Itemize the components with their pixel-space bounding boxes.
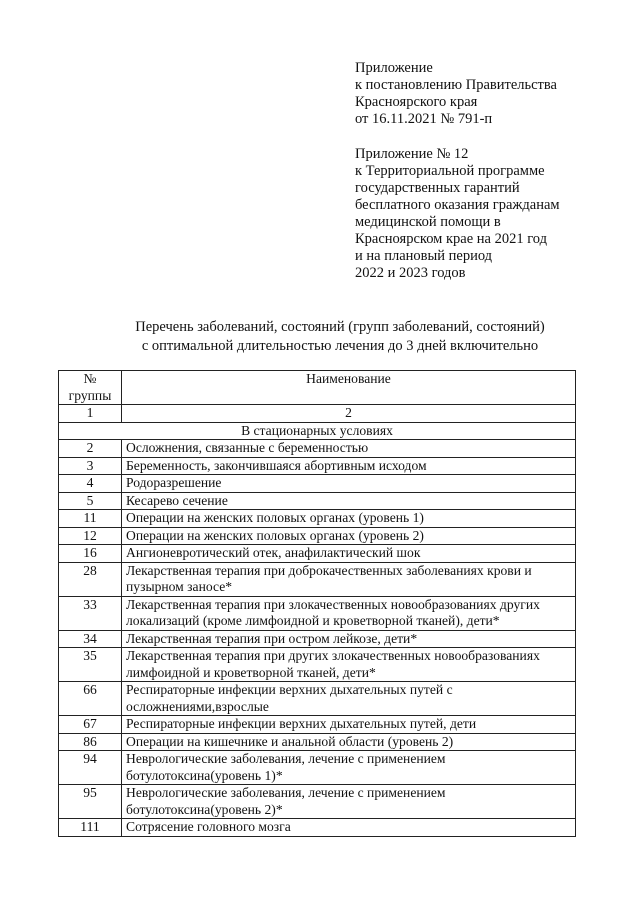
row-group-number: 5 [59,492,122,510]
row-group-number: 94 [59,751,122,785]
row-group-number: 4 [59,475,122,493]
row-condition-name: Операции на кишечнике и анальной области (уровень 2) [122,733,576,751]
annex-line: и на плановый период [355,248,493,264]
row-group-number: 34 [59,630,122,648]
table-row [59,596,576,630]
annex-line: к постановлению Правительства [355,77,557,93]
row-condition-name: Лекарственная терапия при злокачественных новообразованиях других локализаций (кроме лимфоидной и кроветворной тканей), дети* [122,596,576,630]
index-col-2: 2 [122,405,576,423]
row-condition-name: Респираторные инфекции верхних дыхательных путей, дети [122,716,576,734]
document-title [60,318,620,356]
table-header-row [59,371,576,405]
document-title-line-1: Перечень заболеваний, состояний (групп заболеваний, состояний) [135,319,545,335]
table-row [59,510,576,528]
annex-line: 2022 и 2023 годов [355,265,466,281]
annex-line: Красноярского края [355,94,478,110]
table-row [59,440,576,458]
annex-line: Приложение № 12 [355,146,469,162]
row-group-number: 33 [59,596,122,630]
row-group-number: 3 [59,457,122,475]
row-condition-name: Лекарственная терапия при доброкачественных заболеваниях крови и пузырном заносе* [122,562,576,596]
table-body [59,440,576,837]
table-row [59,457,576,475]
row-condition-name: Ангионевротический отек, анафилактический шок [122,545,576,563]
table-row [59,682,576,716]
table-row [59,751,576,785]
table-row [59,492,576,510]
row-group-number: 11 [59,510,122,528]
table-row [59,527,576,545]
row-group-number: 86 [59,733,122,751]
row-group-number: 2 [59,440,122,458]
annex-block-territorial-program [355,146,625,282]
annex-line: Красноярском крае на 2021 год [355,231,547,247]
row-group-number: 35 [59,648,122,682]
row-condition-name: Лекарственная терапия при остром лейкозе, дети* [122,630,576,648]
table-row [59,475,576,493]
annex-line: к Территориальной программе [355,163,545,179]
table-row [59,648,576,682]
row-group-number: 95 [59,785,122,819]
table-index-row [59,405,576,423]
row-group-number: 66 [59,682,122,716]
row-condition-name: Операции на женских половых органах (уровень 2) [122,527,576,545]
table-row [59,819,576,837]
row-condition-name: Беременность, закончившаяся абортивным исходом [122,457,576,475]
annex-line: от 16.11.2021 № 791-п [355,111,493,127]
table-row [59,545,576,563]
row-group-number: 28 [59,562,122,596]
row-group-number: 16 [59,545,122,563]
header-group-number: № группы [59,371,122,405]
table-row [59,562,576,596]
row-condition-name: Осложнения, связанные с беременностью [122,440,576,458]
row-group-number: 12 [59,527,122,545]
row-condition-name: Сотрясение головного мозга [122,819,576,837]
table-row [59,630,576,648]
table-row [59,733,576,751]
row-condition-name: Лекарственная терапия при других злокачественных новообразованиях лимфоидной и кроветворной тканей, дети* [122,648,576,682]
index-col-1: 1 [59,405,122,423]
header-name: Наименование [122,371,576,405]
table-row [59,785,576,819]
table-row [59,716,576,734]
annex-line: Приложение [355,60,433,76]
row-condition-name: Операции на женских половых органах (уровень 1) [122,510,576,528]
row-group-number: 67 [59,716,122,734]
annex-line: государственных гарантий [355,180,520,196]
annex-block-government-decree [355,60,625,128]
row-condition-name: Кесарево сечение [122,492,576,510]
row-condition-name: Неврологические заболевания, лечение с применением ботулотоксина(уровень 1)* [122,751,576,785]
document-title-line-2: с оптимальной длительностью лечения до 3 дней включительно [141,338,539,354]
row-condition-name: Неврологические заболевания, лечение с применением ботулотоксина(уровень 2)* [122,785,576,819]
table-section-row [59,422,576,440]
annex-line: медицинской помощи в [355,214,501,230]
row-condition-name: Респираторные инфекции верхних дыхательных путей с осложнениями,взрослые [122,682,576,716]
row-group-number: 111 [59,819,122,837]
row-condition-name: Родоразрешение [122,475,576,493]
conditions-table [58,370,576,837]
section-title: В стационарных условиях [59,422,576,440]
annex-line: бесплатного оказания гражданам [355,197,560,213]
